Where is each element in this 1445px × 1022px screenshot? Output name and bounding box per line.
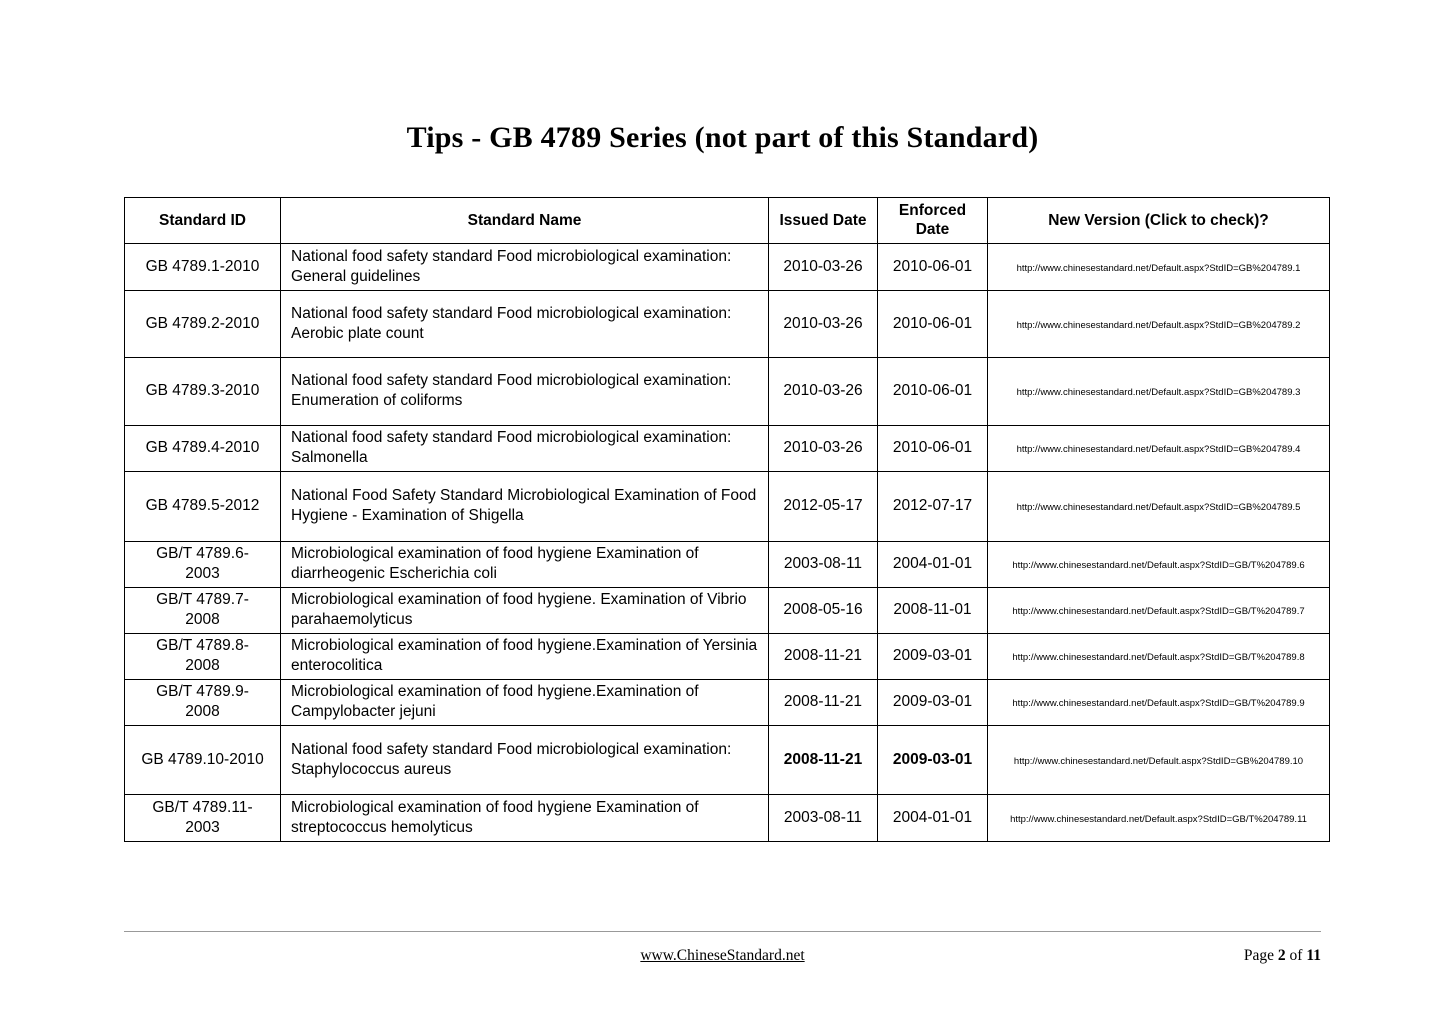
new-version-link[interactable]: http://www.chinesestandard.net/Default.aspx?StdID=GB%204789.2 xyxy=(1016,319,1301,331)
new-version-cell xyxy=(988,633,1330,679)
new-version-cell xyxy=(988,471,1330,541)
new-version-link[interactable]: http://www.chinesestandard.net/Default.aspx?StdID=GB%204789.5 xyxy=(1016,502,1301,514)
enforced-date-cell: 2004-01-01 xyxy=(878,794,988,841)
standard-id-cell: GB 4789.1-2010 xyxy=(125,243,281,290)
standard-name-cell: Microbiological examination of food hygiene Examination of streptococcus hemolyticus xyxy=(281,794,769,841)
standard-name-cell: Microbiological examination of food hygiene.Examination of Yersinia enterocolitica xyxy=(281,633,769,679)
page-total: 11 xyxy=(1306,947,1321,964)
issued-date-cell: 2003-08-11 xyxy=(769,794,878,841)
enforced-date-cell: 2009-03-01 xyxy=(878,633,988,679)
standard-id-cell: GB 4789.2-2010 xyxy=(125,290,281,357)
page-number-label xyxy=(1244,947,1321,965)
table-row xyxy=(125,725,1330,794)
enforced-date-cell: 2009-03-01 xyxy=(878,679,988,725)
standard-id-cell: GB/T 4789.6-2003 xyxy=(125,541,281,587)
table-row xyxy=(125,243,1330,290)
table-row xyxy=(125,541,1330,587)
standard-name-cell: National food safety standard Food microbiological examination: Enumeration of coliforms xyxy=(281,357,769,425)
table-row xyxy=(125,471,1330,541)
enforced-date-cell: 2004-01-01 xyxy=(878,541,988,587)
new-version-cell xyxy=(988,725,1330,794)
new-version-cell xyxy=(988,541,1330,587)
enforced-date-cell: 2010-06-01 xyxy=(878,243,988,290)
new-version-cell xyxy=(988,243,1330,290)
new-version-cell xyxy=(988,679,1330,725)
new-version-link[interactable]: http://www.chinesestandard.net/Default.aspx?StdID=GB/T%204789.6 xyxy=(1012,560,1305,572)
page-title: Tips - GB 4789 Series (not part of this Standard) xyxy=(406,121,1039,154)
table-row xyxy=(125,425,1330,471)
page-of-word: of xyxy=(1289,947,1303,964)
col-header-new-version: New Version (Click to check)? xyxy=(988,198,1330,244)
new-version-cell xyxy=(988,587,1330,633)
standards-table-container xyxy=(124,197,1329,842)
table-header-row xyxy=(125,198,1330,244)
page-footer xyxy=(124,931,1321,965)
footer-divider xyxy=(124,931,1321,932)
issued-date-cell: 2010-03-26 xyxy=(769,243,878,290)
page-word: Page xyxy=(1243,947,1275,964)
issued-date-cell: 2003-08-11 xyxy=(769,541,878,587)
new-version-link[interactable]: http://www.chinesestandard.net/Default.aspx?StdID=GB%204789.1 xyxy=(1016,262,1301,274)
page-current: 2 xyxy=(1277,947,1286,964)
new-version-link[interactable]: http://www.chinesestandard.net/Default.aspx?StdID=GB%204789.10 xyxy=(1013,755,1304,767)
standard-id-cell: GB 4789.4-2010 xyxy=(125,425,281,471)
footer-site-link[interactable]: www.ChineseStandard.net xyxy=(640,947,805,964)
standard-id-cell: GB 4789.3-2010 xyxy=(125,357,281,425)
issued-date-cell: 2012-05-17 xyxy=(769,471,878,541)
issued-date-cell: 2010-03-26 xyxy=(769,290,878,357)
enforced-date-cell: 2012-07-17 xyxy=(878,471,988,541)
table-body xyxy=(125,243,1330,841)
issued-date-cell: 2008-05-16 xyxy=(769,587,878,633)
table-row xyxy=(125,587,1330,633)
new-version-link[interactable]: http://www.chinesestandard.net/Default.aspx?StdID=GB/T%204789.11 xyxy=(1010,813,1307,825)
standard-name-cell: National food safety standard Food microbiological examination: Salmonella xyxy=(281,425,769,471)
new-version-cell xyxy=(988,794,1330,841)
standard-name-cell: National food safety standard Food microbiological examination: Staphylococcus aureus xyxy=(281,725,769,794)
col-header-standard-name: Standard Name xyxy=(281,198,769,244)
col-header-standard-id: Standard ID xyxy=(125,198,281,244)
standard-id-cell: GB/T 4789.11-2003 xyxy=(125,794,281,841)
enforced-date-cell: 2008-11-01 xyxy=(878,587,988,633)
table-row xyxy=(125,290,1330,357)
issued-date-cell: 2008-11-21 xyxy=(769,633,878,679)
standard-id-cell: GB/T 4789.9-2008 xyxy=(125,679,281,725)
enforced-date-cell: 2009-03-01 xyxy=(878,725,988,794)
enforced-date-cell: 2010-06-01 xyxy=(878,357,988,425)
issued-date-cell: 2008-11-21 xyxy=(769,679,878,725)
new-version-cell xyxy=(988,425,1330,471)
issued-date-cell: 2010-03-26 xyxy=(769,357,878,425)
new-version-link[interactable]: http://www.chinesestandard.net/Default.aspx?StdID=GB/T%204789.9 xyxy=(1012,698,1305,710)
new-version-link[interactable]: http://www.chinesestandard.net/Default.aspx?StdID=GB/T%204789.8 xyxy=(1012,652,1305,664)
standard-id-cell: GB/T 4789.8-2008 xyxy=(125,633,281,679)
enforced-date-cell: 2010-06-01 xyxy=(878,425,988,471)
table-row xyxy=(125,679,1330,725)
standard-name-cell: National food safety standard Food microbiological examination: Aerobic plate count xyxy=(281,290,769,357)
standard-id-cell: GB 4789.10-2010 xyxy=(125,725,281,794)
standard-name-cell: Microbiological examination of food hygiene.Examination of Campylobacter jejuni xyxy=(281,679,769,725)
new-version-link[interactable]: http://www.chinesestandard.net/Default.aspx?StdID=GB%204789.4 xyxy=(1016,444,1301,456)
new-version-cell xyxy=(988,290,1330,357)
col-header-issued-date: Issued Date xyxy=(769,198,878,244)
new-version-cell xyxy=(988,357,1330,425)
standard-name-cell: National Food Safety Standard Microbiological Examination of Food Hygiene - Examination of Shigella xyxy=(281,471,769,541)
col-header-enforced-date: Enforced Date xyxy=(878,198,988,244)
standard-name-cell: Microbiological examination of food hygiene Examination of diarrheogenic Escherichia coli xyxy=(281,541,769,587)
issued-date-cell: 2010-03-26 xyxy=(769,425,878,471)
enforced-date-cell: 2010-06-01 xyxy=(878,290,988,357)
standard-name-cell: National food safety standard Food microbiological examination: General guidelines xyxy=(281,243,769,290)
table-row xyxy=(125,794,1330,841)
table-row xyxy=(125,357,1330,425)
table-row xyxy=(125,633,1330,679)
new-version-link[interactable]: http://www.chinesestandard.net/Default.aspx?StdID=GB/T%204789.7 xyxy=(1012,606,1305,618)
standards-table xyxy=(124,197,1330,842)
standard-id-cell: GB/T 4789.7-2008 xyxy=(125,587,281,633)
standard-name-cell: Microbiological examination of food hygiene. Examination of Vibrio parahaemolyticus xyxy=(281,587,769,633)
issued-date-cell: 2008-11-21 xyxy=(769,725,878,794)
standard-id-cell: GB 4789.5-2012 xyxy=(125,471,281,541)
new-version-link[interactable]: http://www.chinesestandard.net/Default.aspx?StdID=GB%204789.3 xyxy=(1016,387,1301,399)
